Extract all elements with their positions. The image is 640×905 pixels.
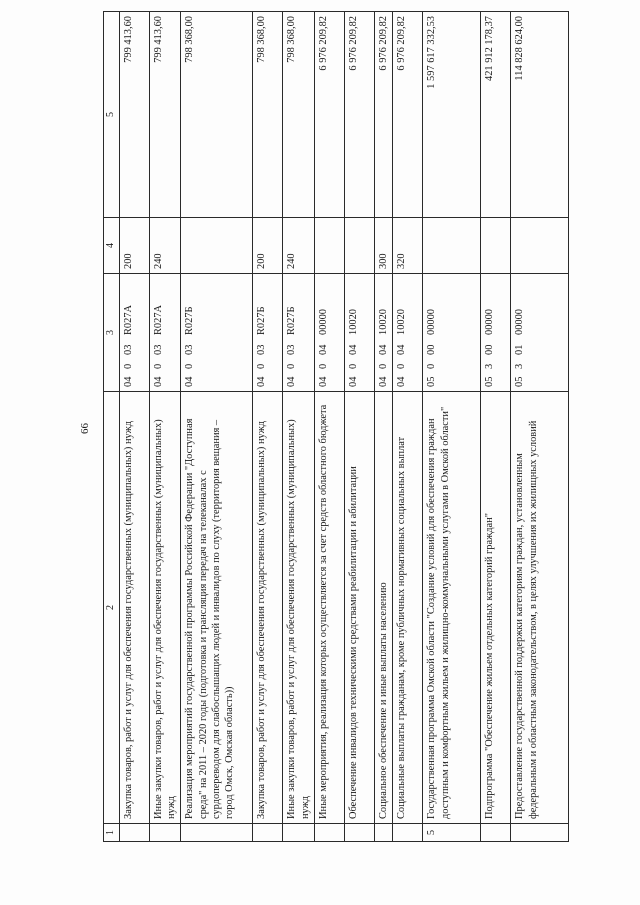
csr-segment: 04 — [378, 376, 390, 387]
row-name-cell: Предоставление государственной поддержки категориям граждан, установленным федеральным и областным законодательством, в целях улучшения их жилищных условий — [511, 392, 569, 824]
vr-cell — [345, 218, 375, 274]
csr-segment: 00000 — [484, 309, 496, 335]
csr-code — [425, 278, 438, 387]
sum-cell: 1 597 617 332,53 — [423, 12, 481, 218]
csr-segment: 04 — [122, 376, 134, 387]
row-number-cell — [315, 824, 345, 842]
csr-code — [255, 278, 268, 387]
row-name-cell: Реализация мероприятий государственной программы Российской Федерации "Доступная среда" на 2011 – 2020 годы (подготовка и трансляция передач на телеканалах с сурдопереводом для слабослышащих людей и инвалидов по слуху (территория вещания – город Омск, Омская область)) — [181, 392, 253, 824]
csr-segment: 00000 — [318, 309, 330, 335]
csr-code — [285, 278, 298, 387]
sum-cell: 798 368,00 — [253, 12, 283, 218]
csr-segment: 0 — [152, 363, 164, 369]
vr-cell: 240 — [149, 218, 181, 274]
row-name-cell: Подпрограмма "Обеспечение жильем отдельных категорий граждан" — [481, 392, 511, 824]
csr-cell — [181, 274, 253, 392]
row-name-cell: Иные мероприятия, реализация которых осуществляется за счет средств областного бюджета — [315, 392, 345, 824]
csr-code — [377, 278, 390, 387]
csr-code — [317, 278, 330, 387]
csr-segment: 0 — [184, 363, 196, 369]
csr-segment: 01 — [514, 344, 526, 355]
sum-cell: 6 976 209,82 — [315, 12, 345, 218]
table-row — [253, 12, 283, 842]
vr-cell — [181, 218, 253, 274]
csr-cell — [423, 274, 481, 392]
vr-cell: 320 — [393, 218, 423, 274]
sum-cell: 798 368,00 — [181, 12, 253, 218]
csr-code — [395, 278, 408, 387]
table-row — [393, 12, 423, 842]
table-row — [283, 12, 315, 842]
budget-table — [103, 11, 569, 842]
csr-segment: 04 — [152, 376, 164, 387]
csr-code — [183, 278, 196, 387]
table-row — [345, 12, 375, 842]
csr-segment: 0 — [318, 363, 330, 369]
vr-cell — [315, 218, 345, 274]
csr-segment: 03 — [122, 344, 134, 355]
header-cell: 5 — [104, 12, 120, 218]
csr-segment: 04 — [378, 344, 390, 355]
row-number-cell — [149, 824, 181, 842]
csr-segment: 05 — [426, 376, 438, 387]
csr-segment: R027Б — [184, 306, 196, 335]
csr-segment: 0 — [122, 363, 134, 369]
csr-segment: 0 — [426, 363, 438, 369]
vr-cell: 300 — [375, 218, 393, 274]
csr-segment: R027А — [152, 304, 164, 335]
csr-segment: R027Б — [256, 306, 268, 335]
csr-cell — [511, 274, 569, 392]
header-cell: 1 — [104, 824, 120, 842]
csr-segment: 3 — [484, 363, 496, 369]
csr-segment: 10020 — [348, 309, 360, 335]
row-name-cell: Социальное обеспечение и иные выплаты населению — [375, 392, 393, 824]
csr-segment: 04 — [348, 344, 360, 355]
csr-segment: 03 — [286, 344, 298, 355]
row-number-cell — [481, 824, 511, 842]
csr-segment: 03 — [184, 344, 196, 355]
row-name-cell: Закупка товаров, работ и услуг для обеспечения государственных (муниципальных) нужд — [253, 392, 283, 824]
table-row — [511, 12, 569, 842]
csr-segment: 04 — [184, 376, 196, 387]
csr-segment: 00 — [426, 344, 438, 355]
header-cell: 2 — [104, 392, 120, 824]
csr-segment: 00 — [484, 344, 496, 355]
row-name-cell: Обеспечение инвалидов техническими средствами реабилитации и абилитации — [345, 392, 375, 824]
csr-code — [483, 278, 496, 387]
csr-segment: R027А — [122, 304, 134, 335]
csr-segment: 0 — [396, 363, 408, 369]
sum-cell: 6 976 209,82 — [375, 12, 393, 218]
csr-cell — [345, 274, 375, 392]
row-number-cell — [345, 824, 375, 842]
sum-cell: 798 368,00 — [283, 12, 315, 218]
sum-cell: 6 976 209,82 — [393, 12, 423, 218]
row-number-cell — [253, 824, 283, 842]
csr-segment: 10020 — [396, 309, 408, 335]
header-cell: 4 — [104, 218, 120, 274]
table-row — [149, 12, 181, 842]
csr-segment: 0 — [256, 363, 268, 369]
rotated-scan — [75, 12, 575, 842]
row-number-cell — [119, 824, 149, 842]
table-row — [423, 12, 481, 842]
table-header-row — [104, 12, 120, 842]
table-row — [315, 12, 345, 842]
sum-cell: 114 828 624,00 — [511, 12, 569, 218]
csr-segment: 04 — [318, 376, 330, 387]
row-name-cell: Иные закупки товаров, работ и услуг для обеспечения государственных (муниципальных) нужд — [283, 392, 315, 824]
row-name-cell: Иные закупки товаров, работ и услуг для обеспечения государственных (муниципальных) нужд — [149, 392, 181, 824]
csr-cell — [481, 274, 511, 392]
vr-cell: 240 — [283, 218, 315, 274]
csr-cell — [119, 274, 149, 392]
csr-segment: 05 — [484, 376, 496, 387]
table-row — [375, 12, 393, 842]
table-row — [181, 12, 253, 842]
csr-segment: 03 — [256, 344, 268, 355]
csr-segment: 0 — [348, 363, 360, 369]
csr-cell — [149, 274, 181, 392]
row-number-cell — [511, 824, 569, 842]
table-row — [481, 12, 511, 842]
csr-segment: 04 — [396, 376, 408, 387]
csr-cell — [283, 274, 315, 392]
csr-segment: 04 — [256, 376, 268, 387]
csr-segment: 3 — [514, 363, 526, 369]
csr-segment: 0 — [378, 363, 390, 369]
vr-cell: 200 — [253, 218, 283, 274]
row-number-cell — [375, 824, 393, 842]
csr-segment: 05 — [514, 376, 526, 387]
row-number-cell — [181, 824, 253, 842]
sum-cell: 6 976 209,82 — [345, 12, 375, 218]
header-cell: 3 — [104, 274, 120, 392]
row-name-cell: Социальные выплаты гражданам, кроме публичных нормативных социальных выплат — [393, 392, 423, 824]
vr-cell — [423, 218, 481, 274]
csr-code — [152, 278, 165, 387]
csr-segment: 04 — [348, 376, 360, 387]
csr-code — [513, 278, 526, 387]
csr-segment: R027Б — [286, 306, 298, 335]
table-row — [119, 12, 149, 842]
vr-cell: 200 — [119, 218, 149, 274]
csr-cell — [375, 274, 393, 392]
csr-segment: 10020 — [378, 309, 390, 335]
sum-cell: 799 413,60 — [119, 12, 149, 218]
csr-cell — [253, 274, 283, 392]
sum-cell: 421 912 178,37 — [481, 12, 511, 218]
csr-code — [347, 278, 360, 387]
page-number: 66 — [79, 423, 91, 434]
csr-segment: 0 — [286, 363, 298, 369]
row-number-cell — [283, 824, 315, 842]
vr-cell — [481, 218, 511, 274]
csr-segment: 04 — [286, 376, 298, 387]
row-number-cell — [393, 824, 423, 842]
row-name-cell: Государственная программа Омской области "Создание условий для обеспечения граждан доступным и комфортным жильем и жилищно-коммунальными услугами в Омской области" — [423, 392, 481, 824]
csr-segment: 04 — [318, 344, 330, 355]
vr-cell — [511, 218, 569, 274]
sum-cell: 799 413,60 — [149, 12, 181, 218]
csr-segment: 00000 — [514, 309, 526, 335]
csr-segment: 00000 — [426, 309, 438, 335]
row-number-cell: 5 — [423, 824, 481, 842]
csr-cell — [315, 274, 345, 392]
csr-segment: 04 — [396, 344, 408, 355]
csr-cell — [393, 274, 423, 392]
csr-segment: 03 — [152, 344, 164, 355]
row-name-cell: Закупка товаров, работ и услуг для обеспечения государственных (муниципальных) нужд — [119, 392, 149, 824]
csr-code — [122, 278, 135, 387]
